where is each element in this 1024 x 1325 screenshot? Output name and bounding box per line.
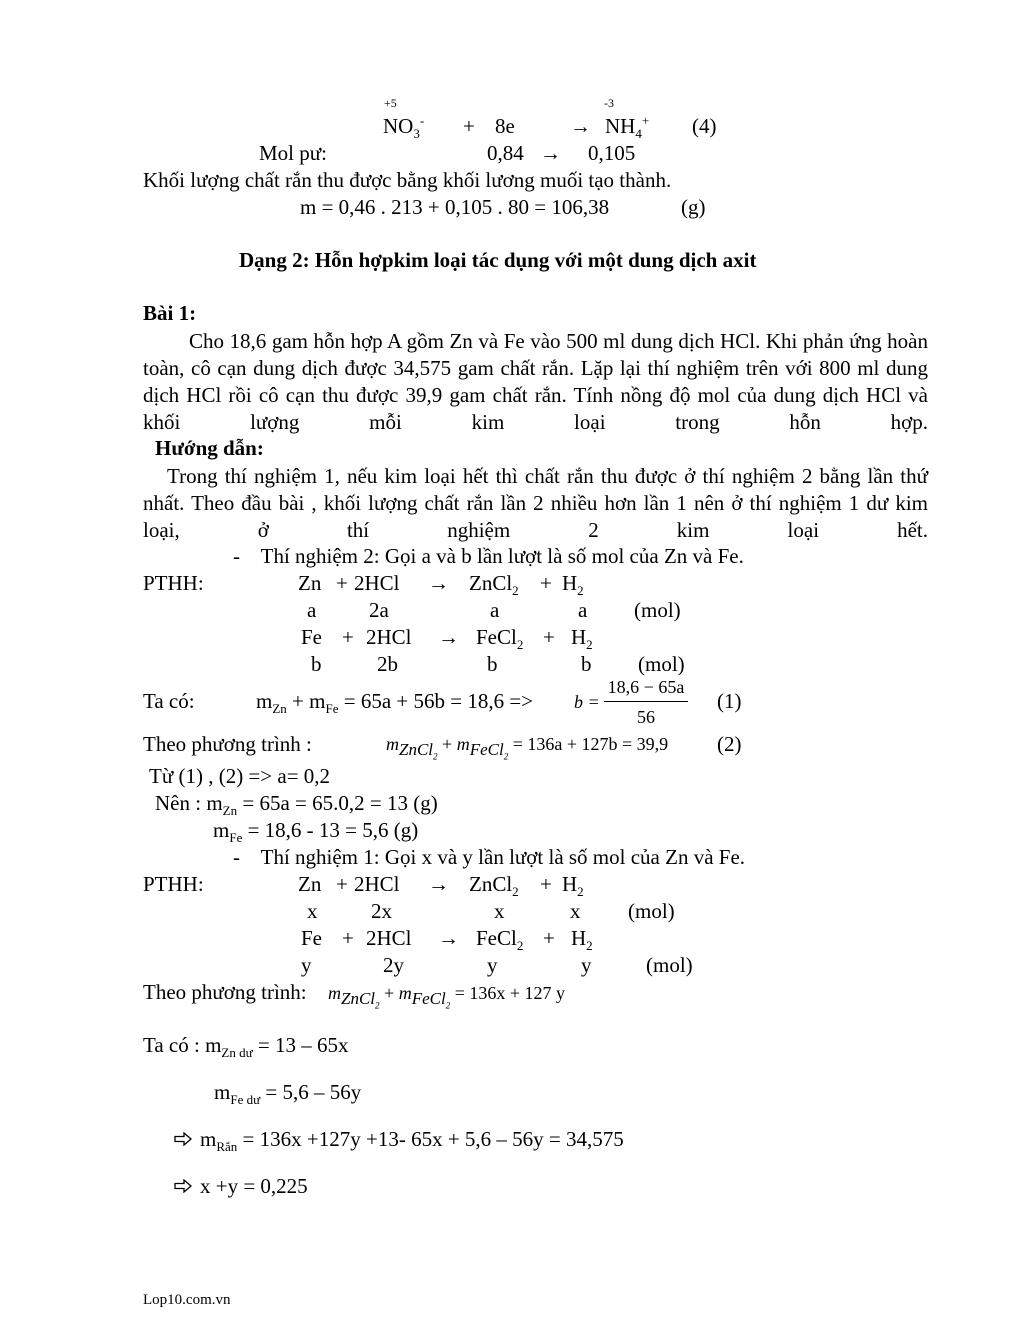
guide-heading: Hướng dẫn: [155,436,264,460]
zn: Zn [298,571,322,595]
plus-sign: + [342,926,354,950]
zn-remaining: Ta có : $m_{Zn dư} = 13 - 65x$ [143,1033,349,1060]
theo-phuong-trinh-label: Theo phương trình : [143,732,312,756]
mass-sum-equation: $m_{Zn} + m_{Fe} = 65a + 56b = 18,6$ => [256,689,534,716]
mol-y: y [581,953,592,977]
plus-sign: + [540,872,552,896]
oxidation-state-left: +5 [384,96,397,110]
equation-number: (1) [717,689,742,713]
mol-a: a [490,598,500,622]
plus-sign: + [540,571,552,595]
mol-a: a [307,598,317,622]
electrons: 8e [495,114,515,138]
problem-text: Cho 18,6 gam hỗn hợp A gồm Zn và Fe vào 500 ml dung dịch HCl. Khi phản ứng hoàn toàn, cô cạn dung dịch được 34,575 gam chất rắn. Lặp lại thí nghiệm trên với 800 ml dung dịch HCl rồi cô cạn thu được 39,9 gam chất rắn. Tính nồng độ mol của dung dịch HCl và khối lượng mỗi kim loại trong hỗn hợp. [143,329,928,434]
solid-mass-equation: $m_{Rắn} = 136x +127y +13-$ 65x + 5,6 – 56y = 34,575 [174,1129,624,1150]
mol-b: b [581,652,592,676]
mol-y: y [487,953,498,977]
ta-co-label: Ta có: [143,689,195,713]
right-arrow-icon [174,1176,200,1197]
plus-sign: + [336,872,348,896]
footer-site: Lop10.com.vn [143,1292,231,1308]
sum-xy-equation: x +y = 0,225 [174,1176,308,1197]
plus-sign: + [463,114,475,138]
mol-b: b [487,652,498,676]
hcl: 2HCl [354,872,400,896]
mol-pu-b: 0,105 [588,141,636,165]
fe-remaining: $m_{Fe dư} = 5,6 - 56y$ [214,1080,362,1107]
oxidation-state-right: -3 [604,96,614,110]
mol-2a: 2a [369,598,389,622]
zn: Zn [298,872,322,896]
reaction-arrow: → [428,872,449,896]
plus-sign: + [336,571,348,595]
zncl2: ZnCl$_2$ [469,872,519,899]
mol-pu-label: Mol pư: [259,141,327,165]
ammonium-ion: $NH_4^+$ [605,113,650,141]
h2: $H_2$ [562,872,584,899]
hcl: 2HCl [354,571,400,595]
mol-a: a [578,598,588,622]
mass-zn-result: Nên : $m_{Zn} = 65a = 65.0,2 = 13$ (g) [155,791,438,818]
mol-x: x [570,899,581,923]
mol-x: x [307,899,318,923]
plus-sign: + [543,926,555,950]
reaction-arrow: → [438,926,459,950]
fe: Fe [301,926,322,950]
fraction-numerator: 18,6 − 65a [607,677,685,697]
b-equals: b = [574,692,600,712]
result-a: Từ (1) , (2) => a= 0,2 [149,764,331,788]
pthh-label: PTHH: [143,872,204,896]
reaction-arrow: → [570,114,591,138]
mass-salt-equation: mZnCl$_2$ + mFeCl$_2$ = 136a + 127b = 39,9 [386,734,669,762]
section-heading: Dạng 2: Hỗn hợpkim loại tác dụng với một dung dịch axit [239,248,757,272]
plus-sign: + [342,625,354,649]
mol-unit: (mol) [646,953,693,977]
equation-number: (2) [717,732,742,756]
h2: $H_2$ [571,625,593,652]
theo-phuong-trinh-label: Theo phương trình: [143,980,307,1004]
plus-sign: + [543,625,555,649]
zncl2: ZnCl$_2$ [469,571,519,598]
mol-2b: 2b [377,652,398,676]
fecl2: FeCl$_2$ [476,926,524,953]
mass-fe-result: $m_{Fe} = 18,6 - 13 = 5,6$ (g) [213,818,419,845]
mass-salt-equation-xy: mZnCl$_2$ + mFeCl$_2$ = 136x + 127 y [328,983,565,1011]
equation-number: (4) [692,114,717,138]
hcl: 2HCl [366,625,412,649]
experiment-1-line: - Thí nghiệm 1: Gọi x và y lần lượt là số mol của Zn và Fe. [233,845,746,869]
mol-2y: 2y [383,953,404,977]
reaction-arrow: → [428,571,449,595]
mass-unit: (g) [681,195,706,219]
mol-b: b [311,652,322,676]
h2: $H_2$ [571,926,593,953]
right-arrow-icon [174,1129,200,1150]
fe: Fe [301,625,322,649]
exercise-label: Bài 1: [143,301,197,325]
fecl2: FeCl$_2$ [476,625,524,652]
mol-2x: 2x [371,899,392,923]
fraction-bar [604,701,688,702]
fraction-denominator: 56 [637,707,655,727]
mol-x: x [494,899,505,923]
hcl: 2HCl [366,926,412,950]
mol-pu-a: 0,84 [487,141,524,165]
mol-pu-arrow: → [540,141,561,165]
mol-unit: (mol) [638,652,685,676]
reaction-arrow: → [438,625,459,649]
h2: $H_2$ [562,571,584,598]
mol-unit: (mol) [634,598,681,622]
mass-equation: m = 0,46 . 213 + 0,105 . 80 = 106,38 [300,195,610,219]
mol-y: y [301,953,312,977]
pthh-label: PTHH: [143,571,204,595]
guide-text: Trong thí nghiệm 1, nếu kim loại hết thì chất rắn thu được ở thí nghiệm 2 bằng lần thứ nhất. Theo đầu bài , khối lượng chất rắn lần 2 nhiều hơn lần 1 nên ở thí nghiệm 1 dư kim loại, ở thí nghiệm 2 kim loại hết. [143,464,928,542]
nitrate-ion: $NO_3^-$ [383,113,425,141]
experiment-2-line: - Thí nghiệm 2: Gọi a và b lần lượt là số mol của Zn và Fe. [233,544,744,568]
mol-unit: (mol) [628,899,675,923]
text-khoi-luong: Khối lượng chất rắn thu được bằng khối lương muối tạo thành. [143,168,672,192]
